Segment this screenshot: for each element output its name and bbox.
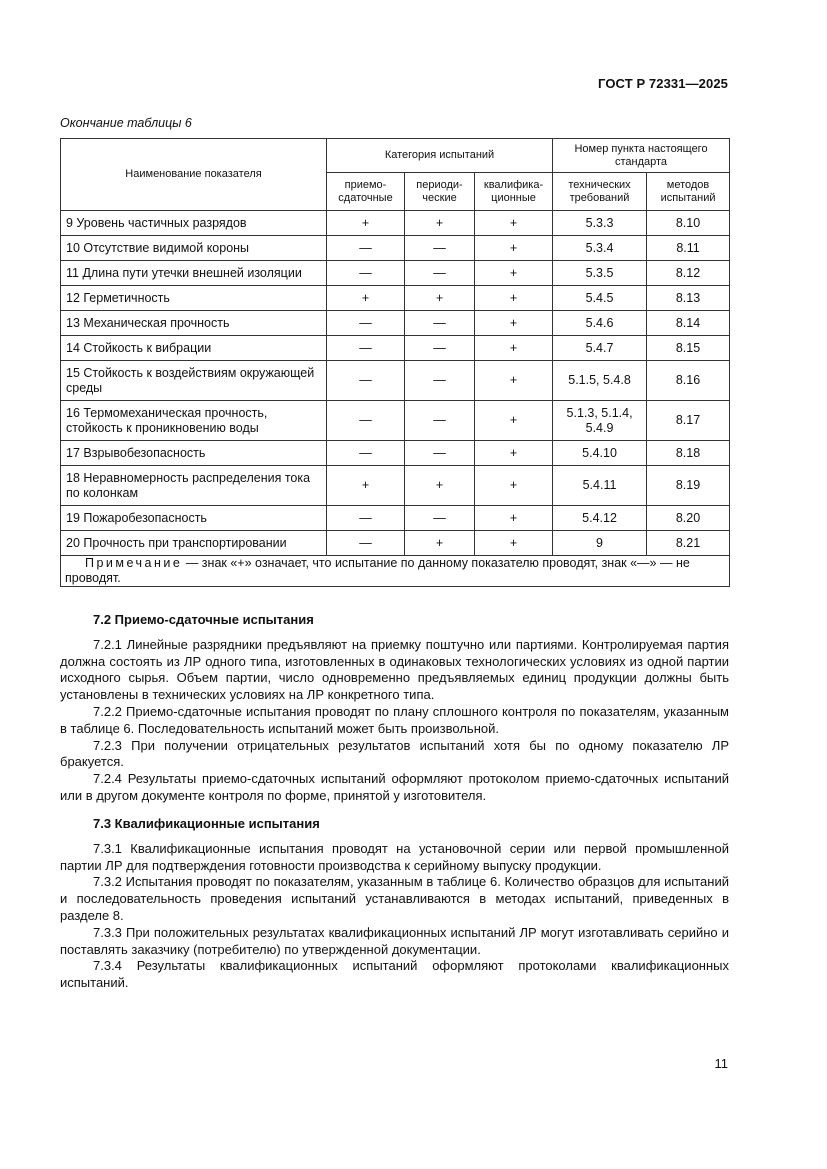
- cell-method-clause: 8.13: [647, 286, 730, 311]
- table-row: [61, 236, 730, 261]
- cell-qualification: +: [475, 506, 553, 531]
- table-row: [61, 311, 730, 336]
- cell-acceptance: —: [327, 401, 405, 441]
- table-body: [61, 211, 730, 587]
- cell-indicator-name: 13 Механическая прочность: [61, 311, 327, 336]
- subheader-acceptance: приемо- сдаточные: [327, 173, 405, 211]
- cell-acceptance: —: [327, 531, 405, 556]
- cell-qualification: +: [475, 531, 553, 556]
- cell-acceptance: —: [327, 261, 405, 286]
- paragraph: 7.2.4 Результаты приемо-сдаточных испытаний оформляют протоколом приемо-сдаточных испытаний или в другом документе контроля по форме, принятой у изготовителя.: [60, 771, 729, 803]
- table-row: [61, 466, 730, 506]
- section-7-3: [60, 816, 729, 992]
- cell-indicator-name: 12 Герметичность: [61, 286, 327, 311]
- test-categories-table: [60, 138, 730, 587]
- subheader-methods: методов испытаний: [647, 173, 730, 211]
- cell-acceptance: +: [327, 466, 405, 506]
- cell-requirement-clause: 5.4.11: [553, 466, 647, 506]
- subheader-periodic: периоди- ческие: [405, 173, 475, 211]
- cell-method-clause: 8.16: [647, 361, 730, 401]
- cell-requirement-clause: 5.4.12: [553, 506, 647, 531]
- table-note: [61, 556, 730, 587]
- cell-method-clause: 8.14: [647, 311, 730, 336]
- cell-acceptance: —: [327, 236, 405, 261]
- table-row: [61, 361, 730, 401]
- table-row: [61, 506, 730, 531]
- cell-requirement-clause: 5.3.3: [553, 211, 647, 236]
- cell-periodic: —: [405, 506, 475, 531]
- cell-method-clause: 8.15: [647, 336, 730, 361]
- table-row: [61, 211, 730, 236]
- cell-periodic: +: [405, 211, 475, 236]
- cell-method-clause: 8.20: [647, 506, 730, 531]
- cell-qualification: +: [475, 466, 553, 506]
- table-header-row: [61, 139, 730, 173]
- cell-indicator-name: 11 Длина пути утечки внешней изоляции: [61, 261, 327, 286]
- cell-qualification: +: [475, 361, 553, 401]
- cell-periodic: +: [405, 286, 475, 311]
- cell-periodic: —: [405, 236, 475, 261]
- cell-acceptance: —: [327, 506, 405, 531]
- note-label: Примечание: [85, 556, 183, 570]
- cell-qualification: +: [475, 211, 553, 236]
- cell-periodic: —: [405, 441, 475, 466]
- subheader-qualification: квалифика- ционные: [475, 173, 553, 211]
- paragraph: 7.3.2 Испытания проводят по показателям, указанным в таблице 6. Количество образцов для испытаний и последовательность проведения испытаний устанавливаются в методах испытаний, приведенных в разделе 8.: [60, 874, 729, 923]
- cell-acceptance: —: [327, 361, 405, 401]
- paragraph: 7.3.3 При положительных результатах квалификационных испытаний ЛР могут изготавливать серийно и поставлять заказчику (потребителю) по утвержденной документации.: [60, 924, 729, 957]
- section-title: 7.3 Квалификационные испытания: [93, 816, 320, 831]
- cell-method-clause: 8.11: [647, 236, 730, 261]
- table-row: [61, 286, 730, 311]
- cell-acceptance: +: [327, 286, 405, 311]
- table-row: [61, 441, 730, 466]
- cell-method-clause: 8.10: [647, 211, 730, 236]
- cell-qualification: +: [475, 336, 553, 361]
- cell-indicator-name: 17 Взрывобезопасность: [61, 441, 327, 466]
- cell-requirement-clause: 5.3.5: [553, 261, 647, 286]
- cell-method-clause: 8.19: [647, 466, 730, 506]
- cell-periodic: —: [405, 361, 475, 401]
- cell-acceptance: —: [327, 336, 405, 361]
- cell-periodic: —: [405, 401, 475, 441]
- cell-indicator-name: 14 Стойкость к вибрации: [61, 336, 327, 361]
- cell-requirement-clause: 5.4.10: [553, 441, 647, 466]
- paragraph: 7.2.3 При получении отрицательных результатов испытаний хотя бы по одному показателю ЛР бракуется.: [60, 737, 729, 770]
- cell-periodic: +: [405, 531, 475, 556]
- cell-indicator-name: 18 Неравномерность распределения тока по колонкам: [61, 466, 327, 506]
- cell-method-clause: 8.18: [647, 441, 730, 466]
- cell-qualification: +: [475, 236, 553, 261]
- section-7-2: [60, 612, 729, 805]
- cell-acceptance: +: [327, 211, 405, 236]
- cell-indicator-name: 20 Прочность при транспортировании: [61, 531, 327, 556]
- note-text: — знак «+» означает, что испытание по данному показателю проводят, знак «—» — не проводят.: [65, 556, 690, 585]
- cell-periodic: —: [405, 336, 475, 361]
- cell-indicator-name: 9 Уровень частичных разрядов: [61, 211, 327, 236]
- cell-requirement-clause: 5.1.3, 5.1.4, 5.4.9: [553, 401, 647, 441]
- cell-qualification: +: [475, 401, 553, 441]
- cell-periodic: —: [405, 311, 475, 336]
- cell-requirement-clause: 9: [553, 531, 647, 556]
- cell-indicator-name: 15 Стойкость к воздействиям окружающей среды: [61, 361, 327, 401]
- cell-requirement-clause: 5.1.5, 5.4.8: [553, 361, 647, 401]
- cell-acceptance: —: [327, 441, 405, 466]
- standard-code: ГОСТ Р 72331—2025: [598, 76, 728, 91]
- subheader-requirements: технических требований: [553, 173, 647, 211]
- cell-indicator-name: 16 Термомеханическая прочность, стойкость к проникновению воды: [61, 401, 327, 441]
- col-header-name: Наименование показателя: [61, 139, 327, 211]
- cell-acceptance: —: [327, 311, 405, 336]
- cell-periodic: —: [405, 261, 475, 286]
- cell-qualification: +: [475, 286, 553, 311]
- cell-method-clause: 8.21: [647, 531, 730, 556]
- table-note-row: [61, 556, 730, 587]
- paragraph: 7.2.1 Линейные разрядники предъявляют на приемку поштучно или партиями. Контролируемая партия должна состоять из ЛР одного типа, изготовленных в одинаковых технологических условиях из одной партии исходного сырья. Объем партии, число одновременно предъявляемых единиц продукции должны быть установлены в технических условиях на ЛР конкретного типа.: [60, 636, 729, 703]
- cell-qualification: +: [475, 441, 553, 466]
- paragraph: 7.3.1 Квалификационные испытания проводят на установочной серии или первой промышленной партии ЛР для подтверждения готовности производства к серийному выпуску продукции.: [60, 840, 729, 873]
- cell-indicator-name: 10 Отсутствие видимой короны: [61, 236, 327, 261]
- section-title: 7.2 Приемо-сдаточные испытания: [93, 612, 314, 627]
- cell-requirement-clause: 5.4.7: [553, 336, 647, 361]
- col-header-category: Категория испытаний: [327, 139, 553, 173]
- cell-indicator-name: 19 Пожаробезопасность: [61, 506, 327, 531]
- page-number: 11: [714, 1056, 728, 1071]
- cell-method-clause: 8.17: [647, 401, 730, 441]
- table-row: [61, 336, 730, 361]
- cell-requirement-clause: 5.4.6: [553, 311, 647, 336]
- cell-method-clause: 8.12: [647, 261, 730, 286]
- cell-requirement-clause: 5.4.5: [553, 286, 647, 311]
- col-header-clause: Номер пункта настоящего стандарта: [553, 139, 730, 173]
- paragraph: 7.2.2 Приемо-сдаточные испытания проводят по плану сплошного контроля по показателям, указанным в таблице 6. Последовательность испытаний может быть произвольной.: [60, 703, 729, 736]
- cell-requirement-clause: 5.3.4: [553, 236, 647, 261]
- cell-qualification: +: [475, 261, 553, 286]
- paragraph: 7.3.4 Результаты квалификационных испытаний оформляют протоколами квалификационных испытаний.: [60, 958, 729, 991]
- cell-qualification: +: [475, 311, 553, 336]
- table-row: [61, 261, 730, 286]
- cell-periodic: +: [405, 466, 475, 506]
- table-row: [61, 531, 730, 556]
- table-caption: Окончание таблицы 6: [60, 116, 192, 130]
- table-row: [61, 401, 730, 441]
